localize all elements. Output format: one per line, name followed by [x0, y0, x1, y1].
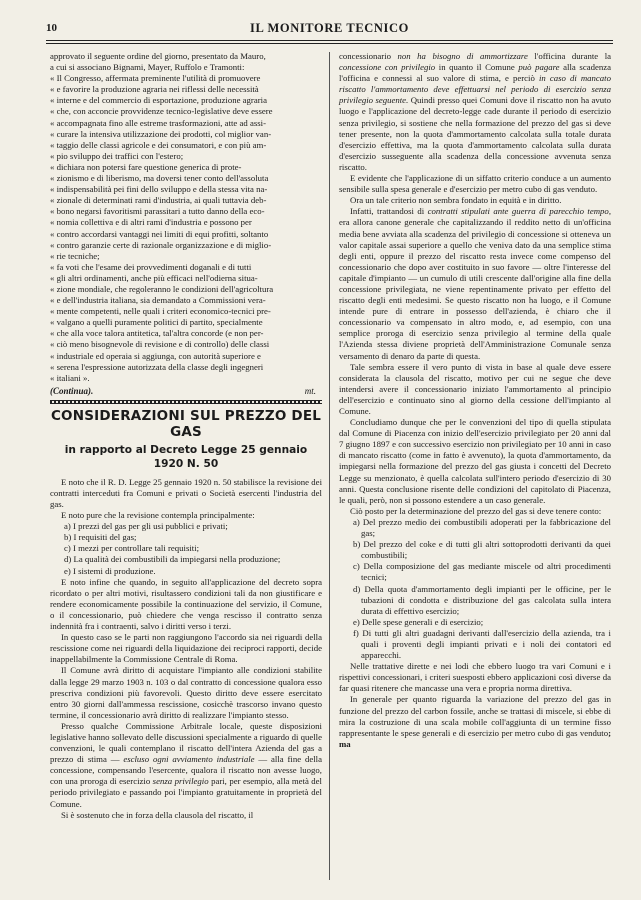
article-paragraph: Tale sembra essere il vero punto di vista in base al quale deve essere considerata la clausola del riscatto, motivo per cui ne segue che deve intendersi avere il concessionario iniziato l'ammortamento al principio dell'esercizio e continuato sino al giorno della cessione dell'impianto al Comune.	[339, 361, 611, 416]
italic-run: in caso di mancato riscatto l'ammortamento deve effettuarsi nel periodo di esercizio senza privilegio seguente.	[339, 73, 611, 106]
italic-run: concessione con privilegio	[339, 62, 436, 73]
article-paragraph: Il Comune avrà diritto di acquistare l'impianto alle condizioni stabilite dalla legge 29 marzo 1903 n. 103 o dal contratto di concessione qualora esso prescriva condizioni più favorevoli. Questo diritto deve essere esercitato entro 30 giorni dall'ammessa rescissione, cosicchè trascorso invano questo termine, il concessionario avrà diritto di realizzare l'impianto stesso.	[50, 665, 322, 720]
text-run: pari, per esempio, alla metà del periodo privilegiato e passando poi l'impianto gratuitamente in proprietà del Comune.	[50, 776, 322, 809]
left-column	[50, 51, 322, 821]
decorative-separator	[50, 400, 322, 404]
article-paragraph: E noto che il R. D. Legge 25 gennaio 1920 n. 50 stabilisce la revisione dei contratti interceduti fra Comuni e privati o Società esercenti l'industria del gas.	[50, 476, 322, 509]
page-header	[46, 18, 613, 38]
quote-line: « zionale di determinati rami d'industria, ai quali tuttavia deb-	[50, 195, 267, 206]
quote-line: « industriale ed operaia si aggiunga, con autorità superiore e	[50, 350, 261, 361]
quote-line: « zione mondiale, che regoleranno le condizioni dell'agricoltura	[50, 283, 274, 294]
article-title: CONSIDERAZIONI SUL PREZZO DEL GAS	[50, 407, 322, 440]
text-run: — alla fine della concessione, compensando l'esercente, qualora il riscatto non avesse luogo, con una proroga di esercizio	[50, 754, 322, 787]
quote-line: « ciò meno bisognevole di revisione e di controllo) delle classi	[50, 339, 270, 350]
journal-title: IL MONITORE TECNICO	[250, 21, 409, 35]
list-item: d) La qualità dei combustibili da impiegarsi nella produzione;	[64, 554, 281, 565]
italic-run: contratti stipulati ante guerra di parecchio tempo	[427, 206, 609, 217]
quote-line: « e favorire la produzione agraria nei riflessi delle necessità	[50, 84, 259, 95]
article-paragraph: Nelle trattative dirette e nei lodi che ebbero luogo tra vari Comuni e i rispettivi concessionari, i criteri suesposti ebbero applicazioni così diverse da far quasi ritenere che mancasse una vera e propria norma direttiva.	[339, 661, 611, 694]
list-item: a) I prezzi del gas per gli usi pubblici e privati;	[64, 521, 228, 532]
list-item: c) Della composizione del gas mediante miscele od altri procedimenti tecnici;	[353, 561, 611, 583]
quote-line: « valgano a quelli puramente politici di partito, specialmente	[50, 317, 263, 328]
text-run: Quindi presso quei Comuni dove il riscatto non ha avuto luogo e l'applicazione del decreto-legge cade durante il periodo di esercizio senza privilegio, si sostiene che nella formazione del prezzo del gas si deve tener presente, non la quota d'ammortamento calcolata sulla totale durata d'esercizio effettiva, ma la quota d'ammortamento calcolata sulla durata d'esercizio susseguente alla scadenza della concessione avvenuta senza riscatto.	[339, 95, 611, 172]
text-run: alla scadenza l'officina e connessi al suo valore di stima, e perciò	[339, 62, 611, 84]
list-item: e) I sistemi di produzione.	[64, 565, 156, 576]
quote-line: « indispensabilità pei fini dello sviluppo e della stessa vita na-	[50, 184, 268, 195]
header-rule	[46, 40, 613, 41]
text-run: l'officina durante la	[527, 51, 612, 61]
quote-line: « gli altri ordinamenti, anche più efficaci nell'odierna situa-	[50, 272, 258, 283]
text-run: Presso qualche Commissione Arbitrale locale, queste disposizioni legislative hanno sollevato delle discussioni specialmente a riguardo di quelle convenzioni, le quali contemplano il riscatto dell'intera Azienda del gas a prezzo di stima —	[50, 720, 322, 765]
article-paragraph: Ciò posto per la determinazione del prezzo del gas si deve tenere conto:	[350, 505, 602, 516]
article-paragraph: E evidente che l'applicazione di un siffatto criterio conduce a un aumento sensibile sulla spesa generale e d'esercizio per metro cubo di gas venduto.	[339, 173, 611, 195]
bold-run: ; ma	[339, 727, 611, 749]
list-item: f) Di tutti gli altri guadagni derivanti dall'esercizio della azienda, tra i quali i proventi degli impianti privati e i noli dei contatori ed apparecchi.	[353, 627, 611, 661]
italic-run: escluso ogni avviamento industriale	[123, 754, 255, 765]
article-paragraph	[50, 721, 322, 810]
text-run: concessionario	[339, 51, 398, 61]
quote-line: « che, con acconcie provvidenze tecnico-legislative deve essere	[50, 106, 273, 117]
quote-line: « bono negarsi favoritismi parassitari a tutto danno della eco-	[50, 206, 265, 217]
article-paragraph: Concludiamo dunque che per le convenzioni del tipo di quella stipulata dal Comune di Piacenza con inizio dell'esercizio privilegiato per 20 anni dal 7 giugno 1897 e con successivo esercizio non privilegiato per 10 anni in caso di mancato riscatto (come in fatto è avvenuto), la quota d'ammortamento, da impiegarsi nella formazione del prezzo del gas giusta i concetti del Decreto Legge su menzionato, è quella calcolata sull'intero periodo d'esercizio di 30 anni. Questa conclusione risente delle condizioni del capitolato di Piacenza, le quali, però, non si possono estendere a un caso generale.	[339, 417, 611, 505]
quote-line: « e dell'industria italiana, sia demandato a Commissioni vera-	[50, 295, 266, 306]
quote-line: « interne e del commercio di esportazione, produzione agraria	[50, 95, 267, 106]
quote-line: « accompagnata fino alle estreme trasformazioni, atte ad assi-	[50, 117, 266, 128]
quote-line: « fa voti che l'esame dei provvedimenti doganali e di tutti	[50, 261, 252, 272]
column-divider	[329, 52, 330, 880]
text-run: In generale per quanto riguarda la variazione del prezzo del gas in funzione del prezzo del carbon fossile, anche se trattasi di miscele, si ebbe di mira la costruzione di una scala mobile coll'aggiunta di un termine fisso rappresentante le spese generali e di esercizio per metro cubo di gas venduto	[339, 694, 611, 738]
text-run: , era allora canone generale che capitalizzando il reddito netto di un'officina media bene avviata alla scadenza del privilegio di concessione si otteneva un valor capitale assai superiore a quello che veniva dato da una semplice stima degli enti, oppure il prezzo del riscatto resta invece come compenso del concessionario che dopo aver costituito in suo favore — oltre l'interesse del capitale d'impianto — un cumulo di utili crescente dall'origine alla fine della concessione privilegiata, ne viene repentinamente privato per effetto del riscatto degli enti medesimi. Se questo riscatto non ha luogo, e il Comune intende pure di entrare in possesso dell'azienda, è chiaro che il concessionario va compensato in altro modo, e, ad esempio, con una semplice proroga di esercizio senza privilegio al termine della quale l'Azienda stessa diviene proprietà dell'Amministrazione Comunale senza versamento di denaro da parte di questa.	[339, 206, 611, 361]
quote-line: « contro garanzie certe di razionale organizzazione e di miglio-	[50, 239, 272, 250]
congress-resolution-quote	[50, 73, 322, 384]
text-run: in quanto il Comune	[435, 62, 519, 73]
italic-run: può pagare	[518, 62, 560, 73]
text-run: Infatti, trattandosi di	[350, 206, 428, 217]
quote-line: « che alla voce talora antitetica, tal'altra concorde (e non per-	[50, 328, 264, 339]
article-paragraph: Si è sostenuto che in forza della clausola del riscatto, il	[61, 809, 254, 820]
quote-line: « zionismo e di liberismo, ma doversi tener conto dell'assoluta	[50, 173, 269, 184]
article-subtitle: in rapporto al Decreto Legge 25 gennaio 1920 N. 50	[64, 443, 308, 470]
quote-line: « curare la intensiva utilizzazione dei prodotti, col miglior van-	[50, 128, 272, 139]
header-rule-thin	[46, 43, 613, 44]
continua-label: (Continua).	[50, 385, 94, 396]
intro-line: approvato il seguente ordine del giorno, presentato da Mauro,	[50, 51, 266, 61]
quote-line: « nomia collettiva e di altri rami d'industria e possono per	[50, 217, 252, 228]
quote-line: « contro accordarsi vantaggi nei limiti di equi profitti, soltanto	[50, 228, 269, 239]
article-paragraph: E noto infine che quando, in seguito all'applicazione del decreto sopra ricordato o per altri motivi, risultassero condizioni tali da non giustificare e rendere economicamente possibile la continuazione del servizio, il Comune, o il concessionario, può chiedere che venga rescisso il contratto senza indennità fra i contraenti, salvo i diritti verso i terzi.	[50, 576, 322, 632]
quote-line: « rie tecniche;	[50, 250, 100, 261]
article-paragraph	[339, 694, 611, 749]
article-paragraph: Ora un tale criterio non sembra fondato in equità e in diritto.	[350, 195, 562, 206]
quote-line: « taggio delle classi agricole e dei consumatori, e con più am-	[50, 139, 267, 150]
list-item: c) I mezzi per controllare tali requisiti;	[64, 543, 200, 554]
quote-line: « dichiara non potersi fare questione generica di prote-	[50, 161, 242, 172]
page-number: 10	[46, 22, 57, 34]
list-item: b) I requisiti del gas;	[64, 532, 137, 543]
quote-line: « italiani ».	[50, 372, 90, 383]
author-signature: mt.	[304, 385, 316, 396]
article-paragraph: E noto pure che la revisione contempla principalmente:	[61, 510, 255, 521]
continuation-row	[50, 385, 322, 398]
list-item: e) Delle spese generali e di esercizio;	[353, 616, 484, 627]
quote-line: « Il Congresso, affermata preminente l'utilità di promuovere	[50, 73, 261, 84]
article-paragraph	[339, 206, 611, 361]
article-paragraph: In questo caso se le parti non raggiungono l'accordo sia nei riguardi della rescissione come nei riguardi della liquidazione dei reciproci rapporti, decide inappellabilmente la Commissione Centrale di Roma.	[50, 632, 322, 665]
intro-text	[50, 51, 322, 73]
right-column	[339, 51, 611, 750]
quote-line: « pio sviluppo dei traffici con l'estero;	[50, 150, 184, 161]
quote-line: « mente competenti, nelle quali i criteri economico-tecnici pre-	[50, 306, 271, 317]
italic-run: non ha bisogno di ammortizzare	[397, 51, 528, 61]
intro-line: a cui si associano Bignami, Mayer, Ruffolo e Tramonti:	[50, 62, 245, 73]
list-item: b) Del prezzo del coke e di tutti gli altri sottoprodotti derivanti da quei combustibili;	[353, 539, 611, 561]
quote-line: « serena l'espressione autorizzata della classe degli ingegneri	[50, 361, 264, 372]
article-paragraph	[339, 51, 611, 173]
italic-run: senza privilegio	[152, 776, 209, 787]
list-item: a) Del prezzo medio dei combustibili adoperati per la fabbricazione del gas;	[353, 516, 611, 539]
list-item: d) Della quota d'ammortamento degli impianti per le officine, per le tubazioni di condotta e distribuzione del gas calcolata sulla intera durata di effettivo esercizio;	[353, 583, 611, 616]
